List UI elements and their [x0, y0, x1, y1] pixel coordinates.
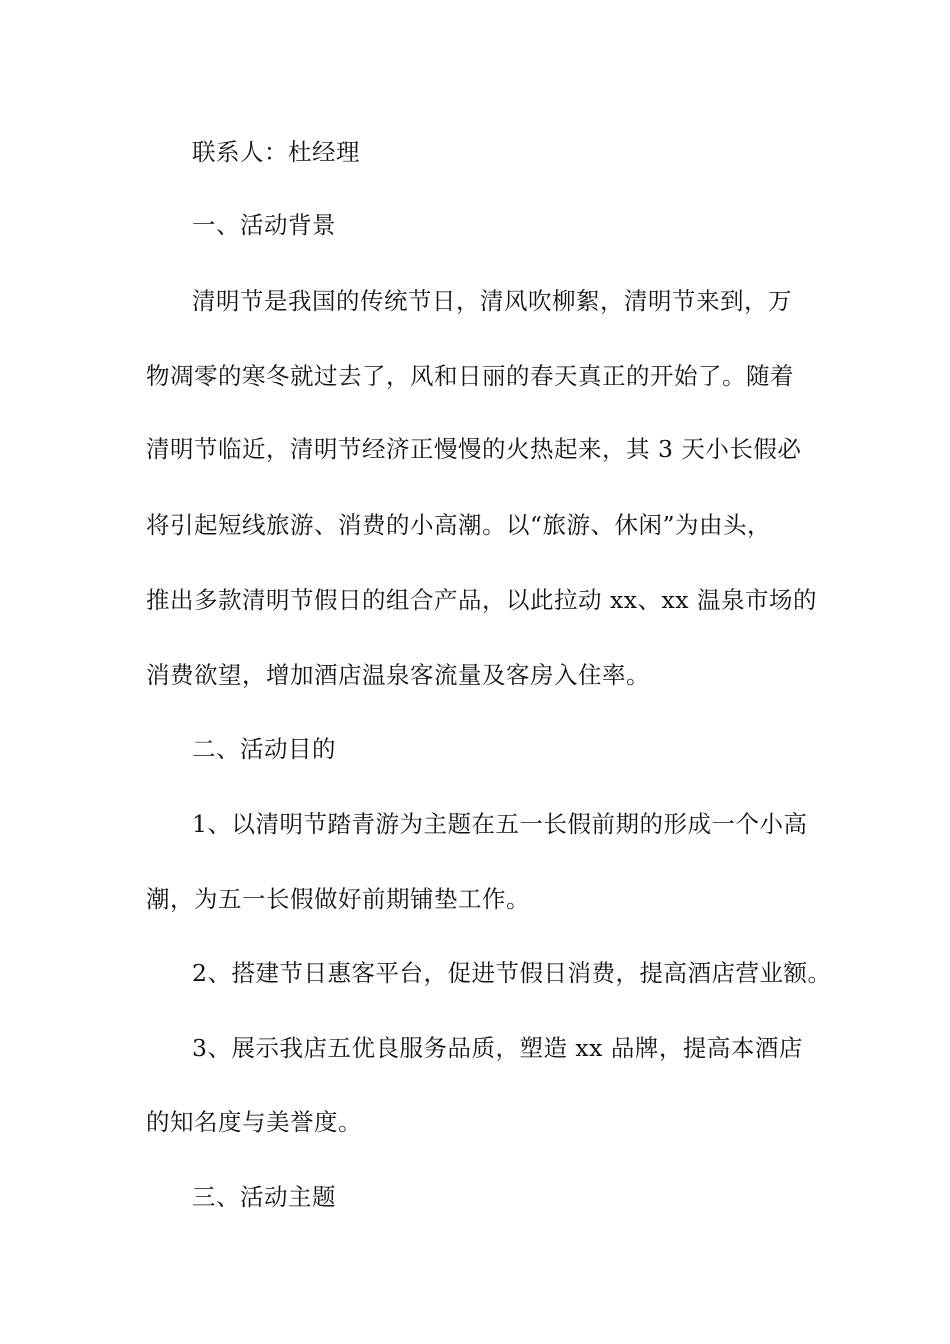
section-heading-purpose: 二、活动目的 — [192, 735, 336, 763]
list-item-line: 2、搭建节日惠客平台，促进节假日消费，提高酒店营业额。 — [192, 959, 832, 987]
list-item-line: 3、展示我店五优良服务品质，塑造 xx 品牌，提高本酒店 — [192, 1034, 803, 1062]
paragraph-line: 物凋零的寒冬就过去了，风和日丽的春天真正的开始了。随着 — [146, 362, 794, 390]
list-item-line: 潮，为五一长假做好前期铺垫工作。 — [146, 885, 530, 913]
paragraph-line: 将引起短线旅游、消费的小高潮。以“旅游、休闲”为由头， — [146, 511, 772, 539]
section-heading-background: 一、活动背景 — [192, 211, 336, 239]
paragraph-line: 清明节临近，清明节经济正慢慢的火热起来，其 3 天小长假必 — [146, 435, 802, 463]
contact-line: 联系人：杜经理 — [192, 138, 360, 166]
paragraph-line: 消费欲望，增加酒店温泉客流量及客房入住率。 — [146, 661, 650, 689]
section-heading-theme: 三、活动主题 — [192, 1183, 336, 1211]
paragraph-line: 清明节是我国的传统节日，清风吹柳絮，清明节来到，万 — [192, 287, 792, 315]
list-item-line: 的知名度与美誉度。 — [146, 1108, 362, 1136]
list-item-line: 1、以清明节踏青游为主题在五一长假前期的形成一个小高 — [192, 810, 808, 838]
paragraph-line: 推出多款清明节假日的组合产品，以此拉动 xx、xx 温泉市场的 — [146, 586, 817, 614]
